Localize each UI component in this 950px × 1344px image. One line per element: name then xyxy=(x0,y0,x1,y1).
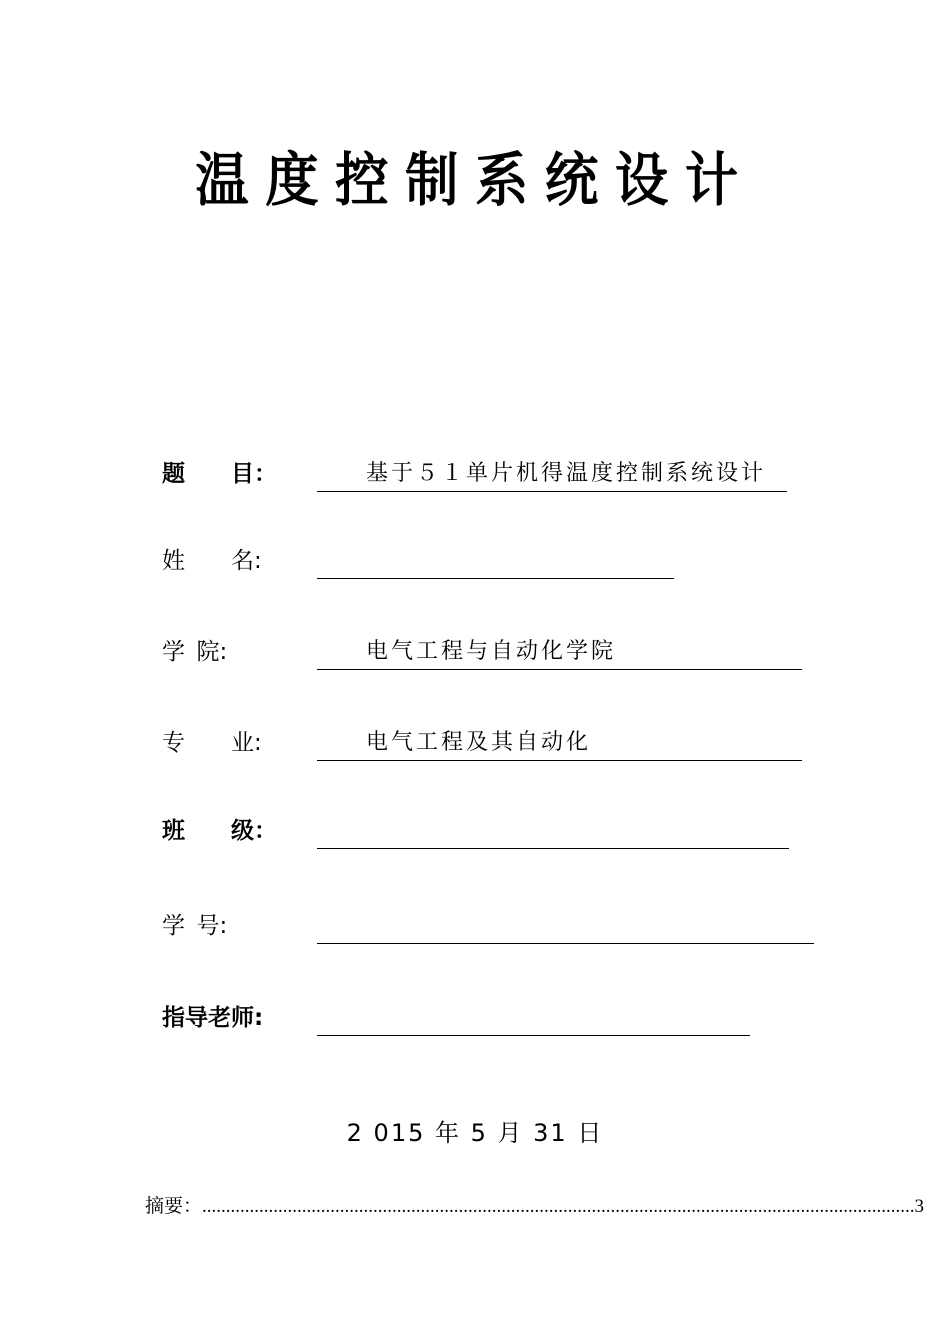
name-underline xyxy=(317,578,674,579)
document-date: 2 015 年 5 月 31 日 xyxy=(346,1119,604,1147)
topic-value: 基于５１单片机得温度控制系统设计 xyxy=(366,461,767,486)
major-underline xyxy=(317,760,802,761)
major-value: 电气工程及其自动化 xyxy=(366,730,592,755)
class-label: 班 级： xyxy=(162,818,277,844)
class-row xyxy=(0,815,950,855)
major-row xyxy=(0,727,950,767)
name-label: 姓 名: xyxy=(162,548,262,574)
topic-row xyxy=(0,458,950,498)
student-id-row xyxy=(0,910,950,950)
document-title: 温度控制系统设计 xyxy=(195,146,755,214)
advisor-label: 指导老师: xyxy=(162,1005,264,1031)
college-row xyxy=(0,636,950,676)
toc-entry-abstract[interactable] xyxy=(145,1192,925,1222)
toc-page-number: 3 xyxy=(914,1196,925,1217)
student-id-label: 学 号: xyxy=(162,913,228,939)
class-underline xyxy=(317,848,789,849)
student-id-underline xyxy=(317,943,814,944)
topic-underline xyxy=(317,491,787,492)
topic-label: 题 目： xyxy=(162,461,277,487)
toc-label: 摘要： xyxy=(145,1196,203,1217)
college-label: 学 院: xyxy=(162,639,228,665)
advisor-row xyxy=(0,1002,950,1042)
advisor-underline xyxy=(317,1035,750,1036)
toc-leader-dots: ...................................................................................................................................................... xyxy=(202,1196,915,1217)
college-value: 电气工程与自动化学院 xyxy=(366,639,617,664)
college-underline xyxy=(317,669,802,670)
name-row xyxy=(0,545,950,585)
major-label: 专 业: xyxy=(162,730,262,756)
